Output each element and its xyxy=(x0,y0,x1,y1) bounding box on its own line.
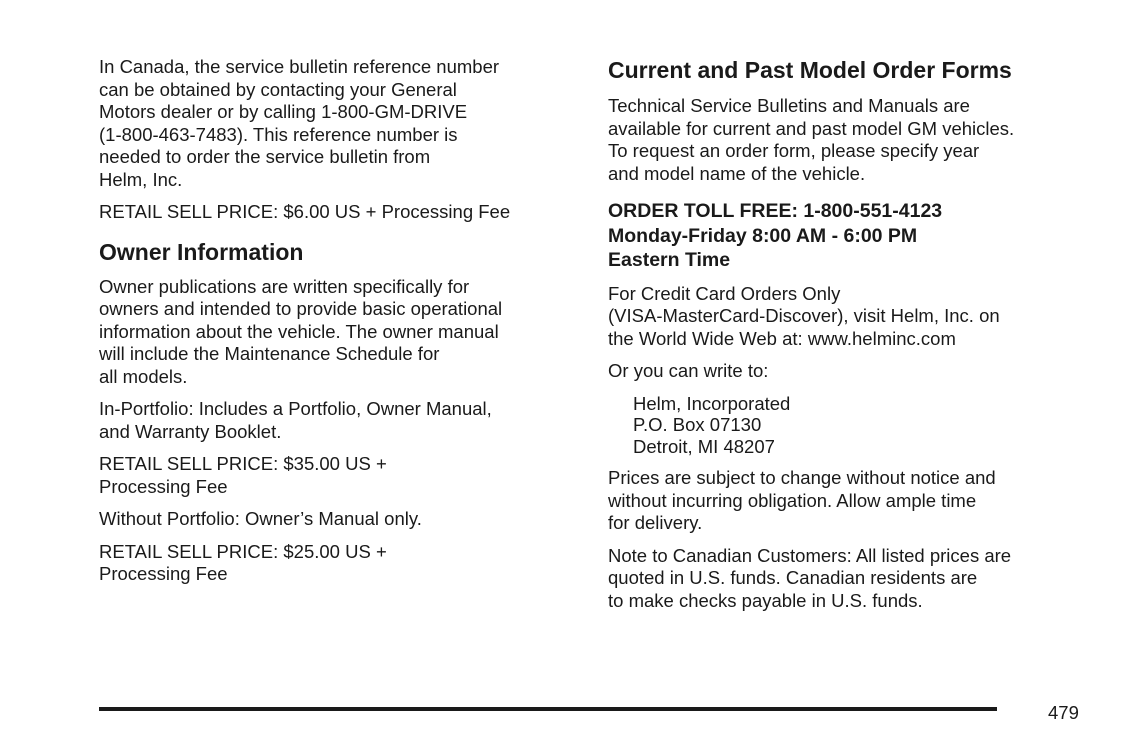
page-number: 479 xyxy=(1048,702,1079,723)
credit-card-paragraph: For Credit Card Orders Only (VISA-MasterCard-Discover), visit Helm, Inc. on the World Wide Web at: www.helminc.com xyxy=(608,282,1000,349)
in-portfolio-paragraph: In-Portfolio: Includes a Portfolio, Owner Manual, and Warranty Booklet. xyxy=(99,398,492,442)
owner-publications-paragraph: Owner publications are written specifically for owners and intended to provide basic operational information about the vehicle. The owner manual will include the Maintenance Schedule for all models. xyxy=(99,275,503,387)
without-portfolio-paragraph: Without Portfolio: Owner’s Manual only. xyxy=(99,508,422,529)
retail-price-bulletin: RETAIL SELL PRICE: $6.00 US + Processing Fee xyxy=(99,201,511,222)
order-forms-paragraph: Technical Service Bulletins and Manuals are available for current and past model GM vehicles. To request an order form, please specify year and model name of the vehicle. xyxy=(608,95,1015,184)
canadian-note-paragraph: Note to Canadian Customers: All listed prices are quoted in U.S. funds. Canadian residents are to make checks payable in U.S. funds. xyxy=(608,544,1012,611)
retail-price-without-portfolio: RETAIL SELL PRICE: $25.00 US + Processing Fee xyxy=(99,540,387,584)
footer-rule xyxy=(99,707,997,711)
order-forms-heading: Current and Past Model Order Forms xyxy=(608,57,1012,83)
address-line-po-box: P.O. Box 07130 xyxy=(633,414,762,435)
left-column xyxy=(99,56,579,596)
mailing-address xyxy=(633,393,1088,458)
write-to-paragraph: Or you can write to: xyxy=(608,360,769,381)
canada-bulletin-paragraph: In Canada, the service bulletin reference number can be obtained by contacting your General Motors dealer or by calling 1-800-GM-DRIVE (1-800-463-7483). This reference number is needed to order the service bulletin from Helm, Inc. xyxy=(99,56,500,190)
owner-information-heading: Owner Information xyxy=(99,238,304,265)
address-line-city: Detroit, MI 48207 xyxy=(633,435,775,457)
toll-free-block: ORDER TOLL FREE: 1-800-551-4123 Monday-Friday 8:00 AM - 6:00 PM Eastern Time xyxy=(608,200,943,271)
prices-notice-paragraph: Prices are subject to change without notice and without incurring obligation. Allow ample time for delivery. xyxy=(608,467,996,533)
address-line-company: Helm, Incorporated xyxy=(633,392,791,414)
right-column xyxy=(608,56,1088,622)
retail-price-in-portfolio: RETAIL SELL PRICE: $35.00 US + Processing Fee xyxy=(99,453,387,497)
